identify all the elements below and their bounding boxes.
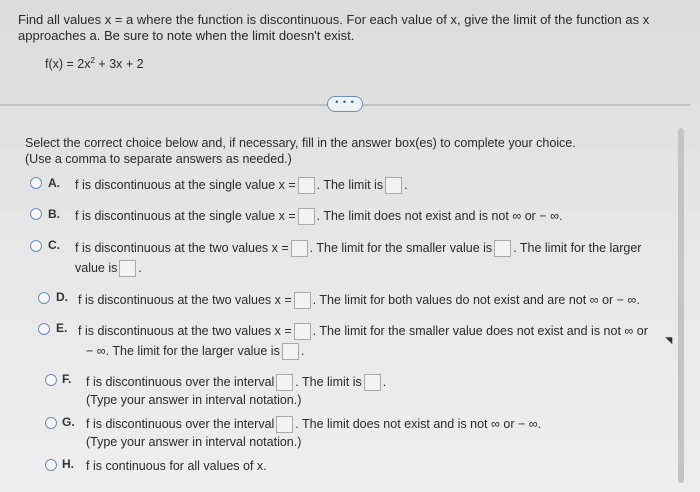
function-expression (45, 56, 144, 71)
choice-c-letter: C. (48, 238, 60, 252)
choice-a-radio[interactable] (30, 177, 42, 189)
choice-c-part-5: . (138, 261, 142, 275)
choice-d-part-1: f is discontinuous at the two values x = (78, 293, 292, 307)
choice-f-note: (Type your answer in interval notation.) (86, 393, 302, 407)
choice-b-letter: B. (48, 207, 60, 221)
choice-c-radio[interactable] (30, 240, 42, 252)
function-base: f(x) = 2x (45, 57, 91, 72)
choice-e-part-3: − ∞. The limit for the larger value is (86, 344, 280, 358)
choice-d-radio[interactable] (38, 292, 50, 304)
choice-a-part-2: . The limit is (316, 178, 384, 192)
choice-h-letter: H. (62, 457, 74, 471)
choice-g-part-2: . The limit does not exist and is not ∞ or − ∞. (295, 417, 542, 431)
scrollbar[interactable] (678, 128, 684, 483)
choice-c-x-box[interactable] (291, 240, 308, 257)
instructions (25, 135, 625, 167)
choice-f-text (86, 374, 386, 391)
choice-b-x-box[interactable] (298, 208, 315, 225)
choice-e-radio[interactable] (38, 323, 50, 335)
choice-f-letter: F. (62, 372, 72, 386)
choice-a-part-3: . (404, 178, 408, 192)
choice-f-part-3: . (382, 375, 387, 389)
choice-c-text-line-2 (75, 260, 142, 277)
choice-c-smaller-box[interactable] (494, 240, 511, 257)
function-rest: + 3x + 2 (94, 57, 144, 72)
choice-e-larger-box[interactable] (282, 343, 299, 360)
choice-c-part-4: value is (75, 261, 118, 275)
more-button[interactable]: • • • (327, 96, 363, 112)
choice-g-letter: G. (62, 415, 75, 429)
choice-f-part-2: . The limit is (295, 375, 362, 389)
choice-b-part-2: . The limit does not exist and is not ∞ or − ∞. (316, 209, 563, 223)
choice-a-part-1: f is discontinuous at the single value x = (75, 178, 296, 192)
choice-b-radio[interactable] (30, 208, 42, 220)
choice-g-text (86, 416, 541, 433)
choice-g-part-1: f is discontinuous over the interval (86, 417, 275, 431)
choice-f-radio[interactable] (45, 374, 57, 386)
choice-c-part-1: f is discontinuous at the two values x = (75, 241, 289, 255)
choice-f-interval-box[interactable] (276, 374, 293, 391)
choice-g-note: (Type your answer in interval notation.) (86, 435, 302, 449)
instructions-line-1: Select the correct choice below and, if necessary, fill in the answer box(es) to complete your choice. (25, 136, 576, 150)
choice-d-x-box[interactable] (294, 292, 311, 309)
choice-c-part-3: . The limit for the larger (513, 241, 642, 255)
choice-c-larger-box[interactable] (119, 260, 136, 277)
choice-b-part-1: f is discontinuous at the single value x = (75, 209, 296, 223)
choice-e-part-2: . The limit for the smaller value does not exist and is not ∞ or (312, 324, 648, 338)
choice-a-limit-box[interactable] (385, 177, 402, 194)
choice-c-text (75, 240, 641, 257)
choice-h-text (86, 458, 267, 474)
choice-d-letter: D. (56, 290, 68, 304)
choice-d-text (78, 292, 640, 309)
choice-h-part-1: f is continuous for all values of x. (86, 459, 267, 473)
choice-a-letter: A. (48, 176, 60, 190)
choice-e-part-4: . (300, 344, 305, 358)
choice-e-text-line-2 (86, 343, 304, 360)
choice-h-radio[interactable] (45, 459, 57, 471)
choice-c-part-2: . The limit for the smaller value is (309, 241, 493, 255)
choice-g-radio[interactable] (45, 417, 57, 429)
choice-e-text (78, 323, 648, 340)
function-exponent: 2 (90, 56, 95, 65)
instructions-line-2: (Use a comma to separate answers as needed.) (25, 152, 292, 166)
choice-f-part-1: f is discontinuous over the interval (86, 375, 275, 389)
choice-g-interval-box[interactable] (276, 416, 293, 433)
choice-e-x-box[interactable] (294, 323, 311, 340)
question-text: Find all values x = a where the function is discontinuous. For each value of x, give the limit of the function as x approaches a. Be sure to note when the limit doesn't exist. (18, 12, 650, 43)
choice-d-part-2: . The limit for both values do not exist and are not ∞ or − ∞. (312, 293, 640, 307)
choice-b-text (75, 208, 562, 225)
choice-e-letter: E. (56, 321, 68, 335)
choice-f-limit-box[interactable] (364, 374, 381, 391)
choice-a-x-box[interactable] (298, 177, 315, 194)
choice-e-part-1: f is discontinuous at the two values x = (78, 324, 292, 338)
choice-a-text (75, 177, 408, 194)
mouse-cursor-icon (665, 334, 676, 345)
